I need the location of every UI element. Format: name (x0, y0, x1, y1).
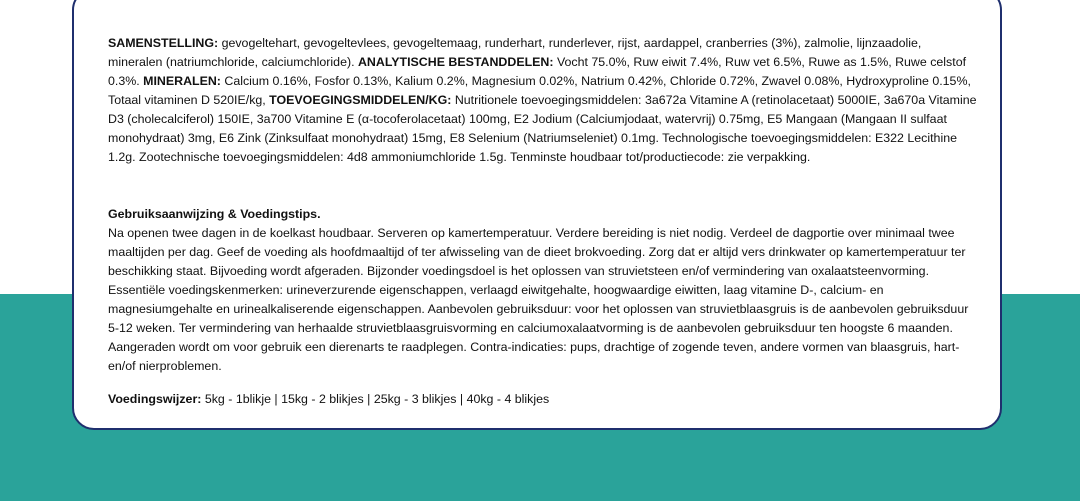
analytical-text: Vocht 75.0%, Ruw eiwit 7.4%, Ruw vet 6.5%, Ruwe as 1.5%, Ruwe celstof 0.3%. (108, 55, 967, 88)
usage-heading-text: Gebruiksaanwijzing & Voedingstips. (108, 207, 321, 221)
additives-label: TOEVOEGINGSMIDDELEN/KG: (269, 93, 452, 107)
composition-text: gevogeltehart, gevogeltevlees, gevogeltemaag, runderhart, runderlever, rijst, aardappel, cranberries (3%), zalmolie, lijnzaadolie, mineralen (natriumchloride, calciumchloride). (108, 36, 922, 69)
analytical-label: ANALYTISCHE BESTANDDELEN: (357, 55, 554, 69)
feeding-guide (108, 390, 978, 409)
usage-heading (108, 205, 978, 224)
composition-label: SAMENSTELLING: (108, 36, 219, 50)
label-text (108, 34, 978, 409)
additives-text: Nutritionele toevoegingsmiddelen: 3a672a Vitamine A (retinolacetaat) 5000IE, 3a670a Vitamine D3 (cholecalciferol) 150IE, 3a700 Vitamine E (α-tocoferolacetaat) 100mg, E2 Jodium (Calciumjodaat, watervrij) 0.75mg, E5 Mangaan (Mangaan II sulfaat monohydraat) 3mg, E6 Zink (Zinksulfaat monohydraat) 15mg, E8 Selenium (Natriumseleniet) 0.1mg. Technologische toevoegingsmiddelen: E322 Lecithine 1.2g. Zootechnische toevoegingsmiddelen: 4d8 ammoniumchloride 1.5g. Tenminste houdbaar tot/productiecode: zie verpakking. (108, 93, 977, 164)
minerals-text: Calcium 0.16%, Fosfor 0.13%, Kalium 0.2%, Magnesium 0.02%, Natrium 0.42%, Chloride 0.72%, Zwavel 0.08%, Hydroxyproline 0.15%, Totaal vitaminen D 520IE/kg, (108, 74, 971, 107)
feeding-text: 5kg - 1blikje | 15kg - 2 blikjes | 25kg - 3 blikjes | 40kg - 4 blikjes (201, 392, 550, 406)
usage-text: Na openen twee dagen in de koelkast houdbaar. Serveren op kamertemperatuur. Verdere bereiding is niet nodig. Verdeel de dagportie over minimaal twee maaltijden per dag. Geef de voeding als hoofdmaaltijd of ter afwisseling van de dieet brokvoeding. Zorg dat er altijd vers drinkwater op kamertemperatuur ter beschikking staat. Bijvoeding wordt afgeraden. Bijzonder voedingsdoel is het oplossen van struvietsteen en/of vermindering van oxalaatsteenvorming. Essentiële voedingskenmerken: urineverzurende eigenschappen, verlaagd eiwitgehalte, hoogwaardige eiwitten, laag vitamine D-, calcium- en magnesiumgehalte en urinealkaliserende eigenschappen. Aanbevolen gebruiksduur: voor het oplossen van struvietblaasgruis is de aanbevolen gebruiksduur 5-12 weken. Ter vermindering van herhaalde struvietblaasgruisvorming en calciumoxalaatvorming is de aanbevolen gebruiksduur ten hoogste 6 maanden. Aangeraden wordt om voor gebruik een dierenarts te raadplegen. Contra-indicaties: pups, drachtige of zogende teven, andere vormen van blaasgruis, hart- en/of nierproblemen. (108, 226, 969, 373)
feeding-label: Voedingswijzer: (108, 392, 202, 406)
minerals-label: MINERALEN: (143, 74, 221, 88)
composition-paragraph (108, 34, 978, 167)
